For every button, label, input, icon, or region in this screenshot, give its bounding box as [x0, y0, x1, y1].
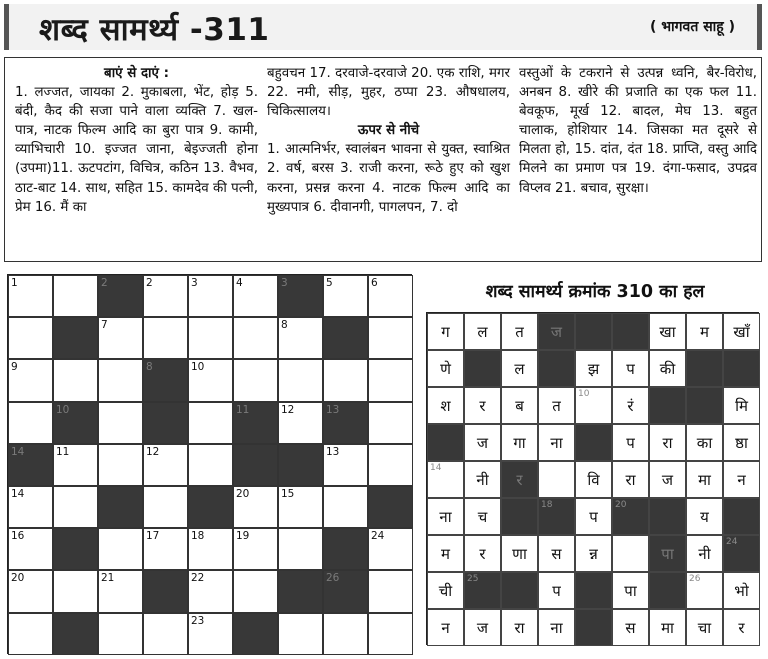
solution-letter: न [737, 470, 746, 489]
grid-cell[interactable] [143, 275, 188, 317]
grid-cell[interactable] [98, 402, 143, 444]
solution-cell [686, 498, 723, 535]
grid-block [8, 444, 53, 486]
solution-block [649, 387, 686, 424]
solution-letter: मा [661, 618, 674, 637]
solution-cell [538, 572, 575, 609]
clue-number: 2 [146, 277, 153, 289]
grid-cell[interactable] [278, 317, 323, 359]
grid-cell[interactable] [98, 359, 143, 401]
solution-letter: स [625, 618, 636, 637]
clue-number: 11 [236, 403, 250, 416]
solution-block [723, 350, 760, 387]
solution-letter: प [589, 507, 598, 526]
clue-number: 20 [11, 572, 25, 585]
solution-grid [426, 312, 759, 645]
solution-block [649, 572, 686, 609]
solution-cell [538, 609, 575, 646]
solution-letter: खाँ [733, 322, 750, 341]
solution-block [649, 535, 686, 572]
grid-cell[interactable] [323, 444, 368, 486]
grid-cell[interactable] [8, 613, 53, 655]
solution-letter: त [552, 396, 561, 415]
solution-cell [649, 313, 686, 350]
solution-letter: ना [439, 507, 452, 526]
grid-block [323, 317, 368, 359]
solution-letter: प [626, 359, 635, 378]
solution-letter: म [700, 322, 709, 341]
grid-cell[interactable] [188, 570, 233, 612]
clue-number: 11 [56, 445, 70, 458]
grid-cell[interactable] [8, 317, 53, 359]
solution-letter: ज [550, 322, 563, 341]
solution-number: 14 [430, 463, 442, 473]
clue-number: 18 [191, 530, 205, 543]
grid-cell[interactable] [8, 570, 53, 612]
solution-cell [501, 535, 538, 572]
solution-cell [575, 498, 612, 535]
clue-number: 21 [101, 572, 115, 585]
grid-block [53, 528, 98, 570]
solution-cell [501, 313, 538, 350]
grid-cell[interactable] [53, 275, 98, 317]
clue-number: 8 [281, 319, 288, 332]
grid-cell[interactable] [368, 402, 413, 444]
clue-number: 3 [281, 277, 288, 289]
grid-cell[interactable] [53, 570, 98, 612]
solution-number: 10 [578, 389, 590, 399]
solution-cell [575, 387, 612, 424]
clue-number: 5 [326, 277, 333, 289]
grid-cell[interactable] [188, 528, 233, 570]
solution-cell [649, 350, 686, 387]
clue-number: 24 [371, 530, 385, 543]
grid-cell[interactable] [98, 317, 143, 359]
solution-cell [686, 461, 723, 498]
author-name: ( भागवत साहू ) [649, 19, 735, 35]
solution-letter: च [477, 507, 488, 526]
solution-block [464, 350, 501, 387]
solution-letter: ना [550, 433, 563, 452]
clue-number: 4 [236, 277, 243, 289]
clue-number: 9 [11, 361, 18, 374]
clue-number: 20 [236, 488, 250, 500]
solution-letter: पा [661, 544, 674, 563]
solution-letter: वि [587, 470, 600, 489]
solution-letter: प [552, 581, 561, 600]
solution-cell [501, 387, 538, 424]
solution-number: 25 [467, 574, 479, 584]
clue-number: 12 [281, 403, 295, 416]
solution-cell [686, 572, 723, 609]
solution-cell [427, 387, 464, 424]
solution-block [686, 350, 723, 387]
solution-letter: चा [697, 618, 712, 637]
grid-block [188, 486, 233, 528]
grid-cell[interactable] [188, 359, 233, 401]
grid-cell[interactable] [53, 359, 98, 401]
grid-cell[interactable] [278, 359, 323, 401]
solution-letter: रा [662, 433, 673, 452]
grid-block [53, 613, 98, 655]
grid-cell[interactable] [8, 528, 53, 570]
solution-number: 26 [689, 574, 701, 584]
solution-cell [612, 572, 649, 609]
clues-column-3 [519, 64, 757, 198]
solution-cell [427, 535, 464, 572]
clue-number: 7 [101, 319, 108, 332]
grid-cell[interactable] [233, 528, 278, 570]
solution-letter: ची [438, 581, 453, 600]
grid-block [368, 486, 413, 528]
solution-cell [464, 535, 501, 572]
grid-block [278, 444, 323, 486]
solution-block [464, 572, 501, 609]
solution-letter: प [626, 433, 635, 452]
grid-cell[interactable] [233, 486, 278, 528]
grid-cell[interactable] [188, 402, 233, 444]
grid-cell[interactable] [323, 486, 368, 528]
solution-number: 20 [615, 500, 627, 510]
solution-block [538, 313, 575, 350]
solution-cell [723, 461, 760, 498]
clue-number: 22 [191, 572, 205, 585]
clue-number: 10 [191, 361, 205, 374]
solution-cell [575, 535, 612, 572]
solution-letter: ज [476, 433, 489, 452]
grid-cell[interactable] [53, 486, 98, 528]
solution-cell [501, 350, 538, 387]
solution-cell [464, 313, 501, 350]
solution-letter: ना [550, 618, 563, 637]
solution-letter: ज [476, 618, 489, 637]
solution-letter: य [700, 507, 709, 526]
grid-cell[interactable] [323, 613, 368, 655]
solution-cell [575, 350, 612, 387]
down-clues-part-1: 1. आत्मनिर्भर, स्वालंबन भावना से युक्त, स्वाश्रित 2. वर्ष, बरस 3. राजी करना, रूठे हुए को खुश करना, प्रसन्न करना 4. नाटक फिल्म आदि का मुख्यपात्र 6. दीवानगी, पागलपन, 7. दो [267, 142, 510, 215]
clues-box [4, 57, 762, 262]
grid-block [98, 486, 143, 528]
solution-block [538, 498, 575, 535]
grid-cell[interactable] [143, 317, 188, 359]
solution-letter: ग [441, 322, 450, 341]
grid-cell[interactable] [368, 359, 413, 401]
solution-block [501, 572, 538, 609]
down-clues-part-2: वस्तुओं के टकराने से उत्पन्न ध्वनि, बैर-विरोध, अनबन 8. खीरे की प्रजाति का एक फल 11. बेवकूफ, मूर्ख 12. बादल, मेघ 13. बहुत चालाक, होशियार 14. जिसका मत दूसरे से मिलता हो, 15. दांत, दंत 18. प्राप्ति, वस्तु आदि मिलने का प्रमाण पत्र 19. दंगा-फसाद, उपद्रव विप्लव 21. बचाव, सुरक्षा। [519, 66, 757, 196]
solution-cell [686, 424, 723, 461]
grid-cell[interactable] [98, 613, 143, 655]
solution-letter: ल [477, 322, 488, 341]
solution-cell [723, 313, 760, 350]
solution-cell [538, 535, 575, 572]
solution-letter: न [441, 618, 450, 637]
down-heading: ऊपर से नीचे [357, 123, 420, 139]
grid-cell[interactable] [98, 444, 143, 486]
solution-letter: पा [624, 581, 637, 600]
across-clues-part-2: बहुवचन 17. दरवाजे-दरवाजे 20. एक राशि, मगर 22. नमी, सीड़, मुहर, ठप्पा 23. औषधालय, चिकित्सालय। [267, 66, 510, 120]
solution-cell [464, 609, 501, 646]
solution-title: शब्द सामर्थ्य क्रमांक 310 का हल [485, 282, 705, 302]
grid-block [233, 444, 278, 486]
grid-cell[interactable] [278, 613, 323, 655]
clue-number: 13 [326, 403, 340, 416]
solution-letter: भो [734, 581, 749, 600]
solution-cell [686, 313, 723, 350]
clue-number: 15 [281, 488, 295, 500]
clue-number: 6 [371, 277, 378, 289]
grid-cell[interactable] [143, 486, 188, 528]
grid-cell[interactable] [98, 570, 143, 612]
grid-cell[interactable] [368, 528, 413, 570]
grid-block [53, 402, 98, 444]
solution-cell [427, 498, 464, 535]
grid-block [143, 570, 188, 612]
solution-letter: श [440, 396, 451, 415]
solution-cell [649, 424, 686, 461]
solution-cell [686, 609, 723, 646]
solution-cell [612, 387, 649, 424]
clue-number: 12 [146, 445, 160, 458]
solution-letter: ल [514, 359, 525, 378]
solution-letter: मा [698, 470, 711, 489]
grid-cell[interactable] [98, 528, 143, 570]
solution-letter: र [516, 470, 523, 489]
solution-cell [538, 461, 575, 498]
grid-cell[interactable] [8, 275, 53, 317]
grid-cell[interactable] [368, 570, 413, 612]
solution-cell [538, 387, 575, 424]
solution-block [612, 313, 649, 350]
solution-block [538, 350, 575, 387]
solution-letter: ष्ठा [735, 433, 748, 452]
grid-cell[interactable] [233, 275, 278, 317]
clue-number: 23 [191, 614, 205, 627]
grid-cell[interactable] [233, 359, 278, 401]
solution-block [501, 498, 538, 535]
solution-number: 18 [541, 500, 553, 510]
grid-cell[interactable] [233, 570, 278, 612]
grid-cell[interactable] [368, 444, 413, 486]
solution-cell [538, 424, 575, 461]
puzzle-title: शब्द सामर्थ्य -311 [39, 12, 270, 48]
solution-letter: त [515, 322, 524, 341]
solution-letter: मि [735, 396, 748, 415]
solution-letter: गा [513, 433, 526, 452]
clues-column-2 [267, 64, 510, 217]
clue-number: 26 [326, 572, 340, 585]
solution-letter: न्न [589, 544, 598, 563]
grid-block [278, 275, 323, 317]
solution-letter: खा [659, 322, 676, 341]
solution-cell [464, 461, 501, 498]
grid-block [323, 570, 368, 612]
solution-block [575, 572, 612, 609]
clue-number: 10 [56, 403, 70, 416]
grid-cell[interactable] [278, 528, 323, 570]
solution-block [575, 609, 612, 646]
clues-column-1 [15, 64, 258, 217]
grid-cell[interactable] [323, 275, 368, 317]
solution-letter: रा [625, 470, 636, 489]
solution-letter: णे [440, 359, 451, 378]
solution-block [686, 387, 723, 424]
clue-number: 14 [11, 488, 25, 500]
solution-cell [464, 498, 501, 535]
grid-cell[interactable] [143, 528, 188, 570]
solution-cell [464, 424, 501, 461]
solution-cell [649, 609, 686, 646]
solution-cell [501, 609, 538, 646]
grid-cell[interactable] [8, 402, 53, 444]
solution-cell [612, 461, 649, 498]
grid-cell[interactable] [8, 359, 53, 401]
clue-number: 16 [11, 530, 25, 543]
clue-number: 2 [101, 277, 108, 289]
solution-cell [723, 609, 760, 646]
solution-letter: का [696, 433, 713, 452]
solution-cell [427, 313, 464, 350]
solution-block [723, 498, 760, 535]
grid-cell[interactable] [368, 317, 413, 359]
clue-number: 13 [326, 445, 340, 458]
solution-block [723, 535, 760, 572]
clue-number: 1 [11, 277, 18, 289]
solution-cell [575, 461, 612, 498]
solution-cell [612, 424, 649, 461]
solution-cell [427, 350, 464, 387]
solution-letter: ज [661, 470, 674, 489]
grid-cell[interactable] [143, 444, 188, 486]
solution-letter: म [441, 544, 450, 563]
grid-block [278, 570, 323, 612]
grid-cell[interactable] [188, 275, 233, 317]
solution-cell [427, 609, 464, 646]
solution-letter: णा [512, 544, 527, 563]
grid-cell[interactable] [368, 275, 413, 317]
clue-number: 3 [191, 277, 198, 289]
solution-cell [723, 424, 760, 461]
across-heading: बाएं से दाएं : [104, 66, 169, 81]
solution-block [649, 498, 686, 535]
grid-block [323, 528, 368, 570]
grid-cell[interactable] [188, 317, 233, 359]
solution-cell [723, 572, 760, 609]
solution-letter: ब [515, 396, 524, 415]
grid-cell[interactable] [143, 613, 188, 655]
across-clues-part-1: 1. लज्जत, जायका 2. मुकाबला, भेंट, होड़ 5. बंदी, कैद की सजा पाने वाला व्यक्ति 7. खल-पात्र, नाटक फिल्म आदि का बुरा पात्र 9. कामी, व्याभिचारी 10. इज्जत जाना, बेइज्जती होना (उपमा)11. ऊटपटांग, विचित्र, कठिन 13. वैभव, ठाट-बाट 14. साथ, सहित 15. कामदेव की पत्नी, प्रेम 16. मैं का [15, 85, 258, 215]
solution-letter: की [659, 359, 676, 378]
grid-cell[interactable] [233, 317, 278, 359]
solution-block [612, 498, 649, 535]
solution-letter: नी [698, 544, 711, 563]
grid-cell[interactable] [188, 444, 233, 486]
grid-cell[interactable] [368, 613, 413, 655]
solution-cell [464, 387, 501, 424]
grid-block [233, 402, 278, 444]
solution-letter: झ [587, 359, 600, 378]
grid-block [53, 317, 98, 359]
clue-number: 17 [146, 530, 160, 543]
solution-letter: नी [476, 470, 489, 489]
solution-number: 24 [726, 537, 738, 547]
clue-number: 14 [11, 445, 25, 458]
solution-cell [501, 424, 538, 461]
solution-cell [612, 350, 649, 387]
solution-cell [427, 461, 464, 498]
grid-cell[interactable] [323, 359, 368, 401]
clue-number: 19 [236, 530, 250, 543]
solution-letter: र [738, 618, 745, 637]
grid-cell[interactable] [8, 486, 53, 528]
solution-letter: स [551, 544, 562, 563]
solution-block [575, 313, 612, 350]
grid-block [143, 402, 188, 444]
grid-block [98, 275, 143, 317]
solution-cell [723, 387, 760, 424]
solution-cell [612, 535, 649, 572]
solution-block [575, 424, 612, 461]
grid-cell[interactable] [278, 486, 323, 528]
grid-block [323, 402, 368, 444]
solution-letter: रा [514, 618, 525, 637]
solution-letter: रं [627, 396, 634, 415]
solution-letter: र [479, 396, 486, 415]
clue-number: 8 [146, 361, 153, 374]
solution-cell [612, 609, 649, 646]
solution-cell [427, 572, 464, 609]
solution-letter: र [479, 544, 486, 563]
grid-cell[interactable] [188, 613, 233, 655]
grid-block [233, 613, 278, 655]
solution-block [501, 461, 538, 498]
solution-cell [649, 461, 686, 498]
header-banner [4, 4, 762, 50]
crossword-grid [7, 274, 412, 654]
solution-block [427, 424, 464, 461]
grid-cell[interactable] [53, 444, 98, 486]
grid-block [143, 359, 188, 401]
solution-cell [686, 535, 723, 572]
grid-cell[interactable] [278, 402, 323, 444]
